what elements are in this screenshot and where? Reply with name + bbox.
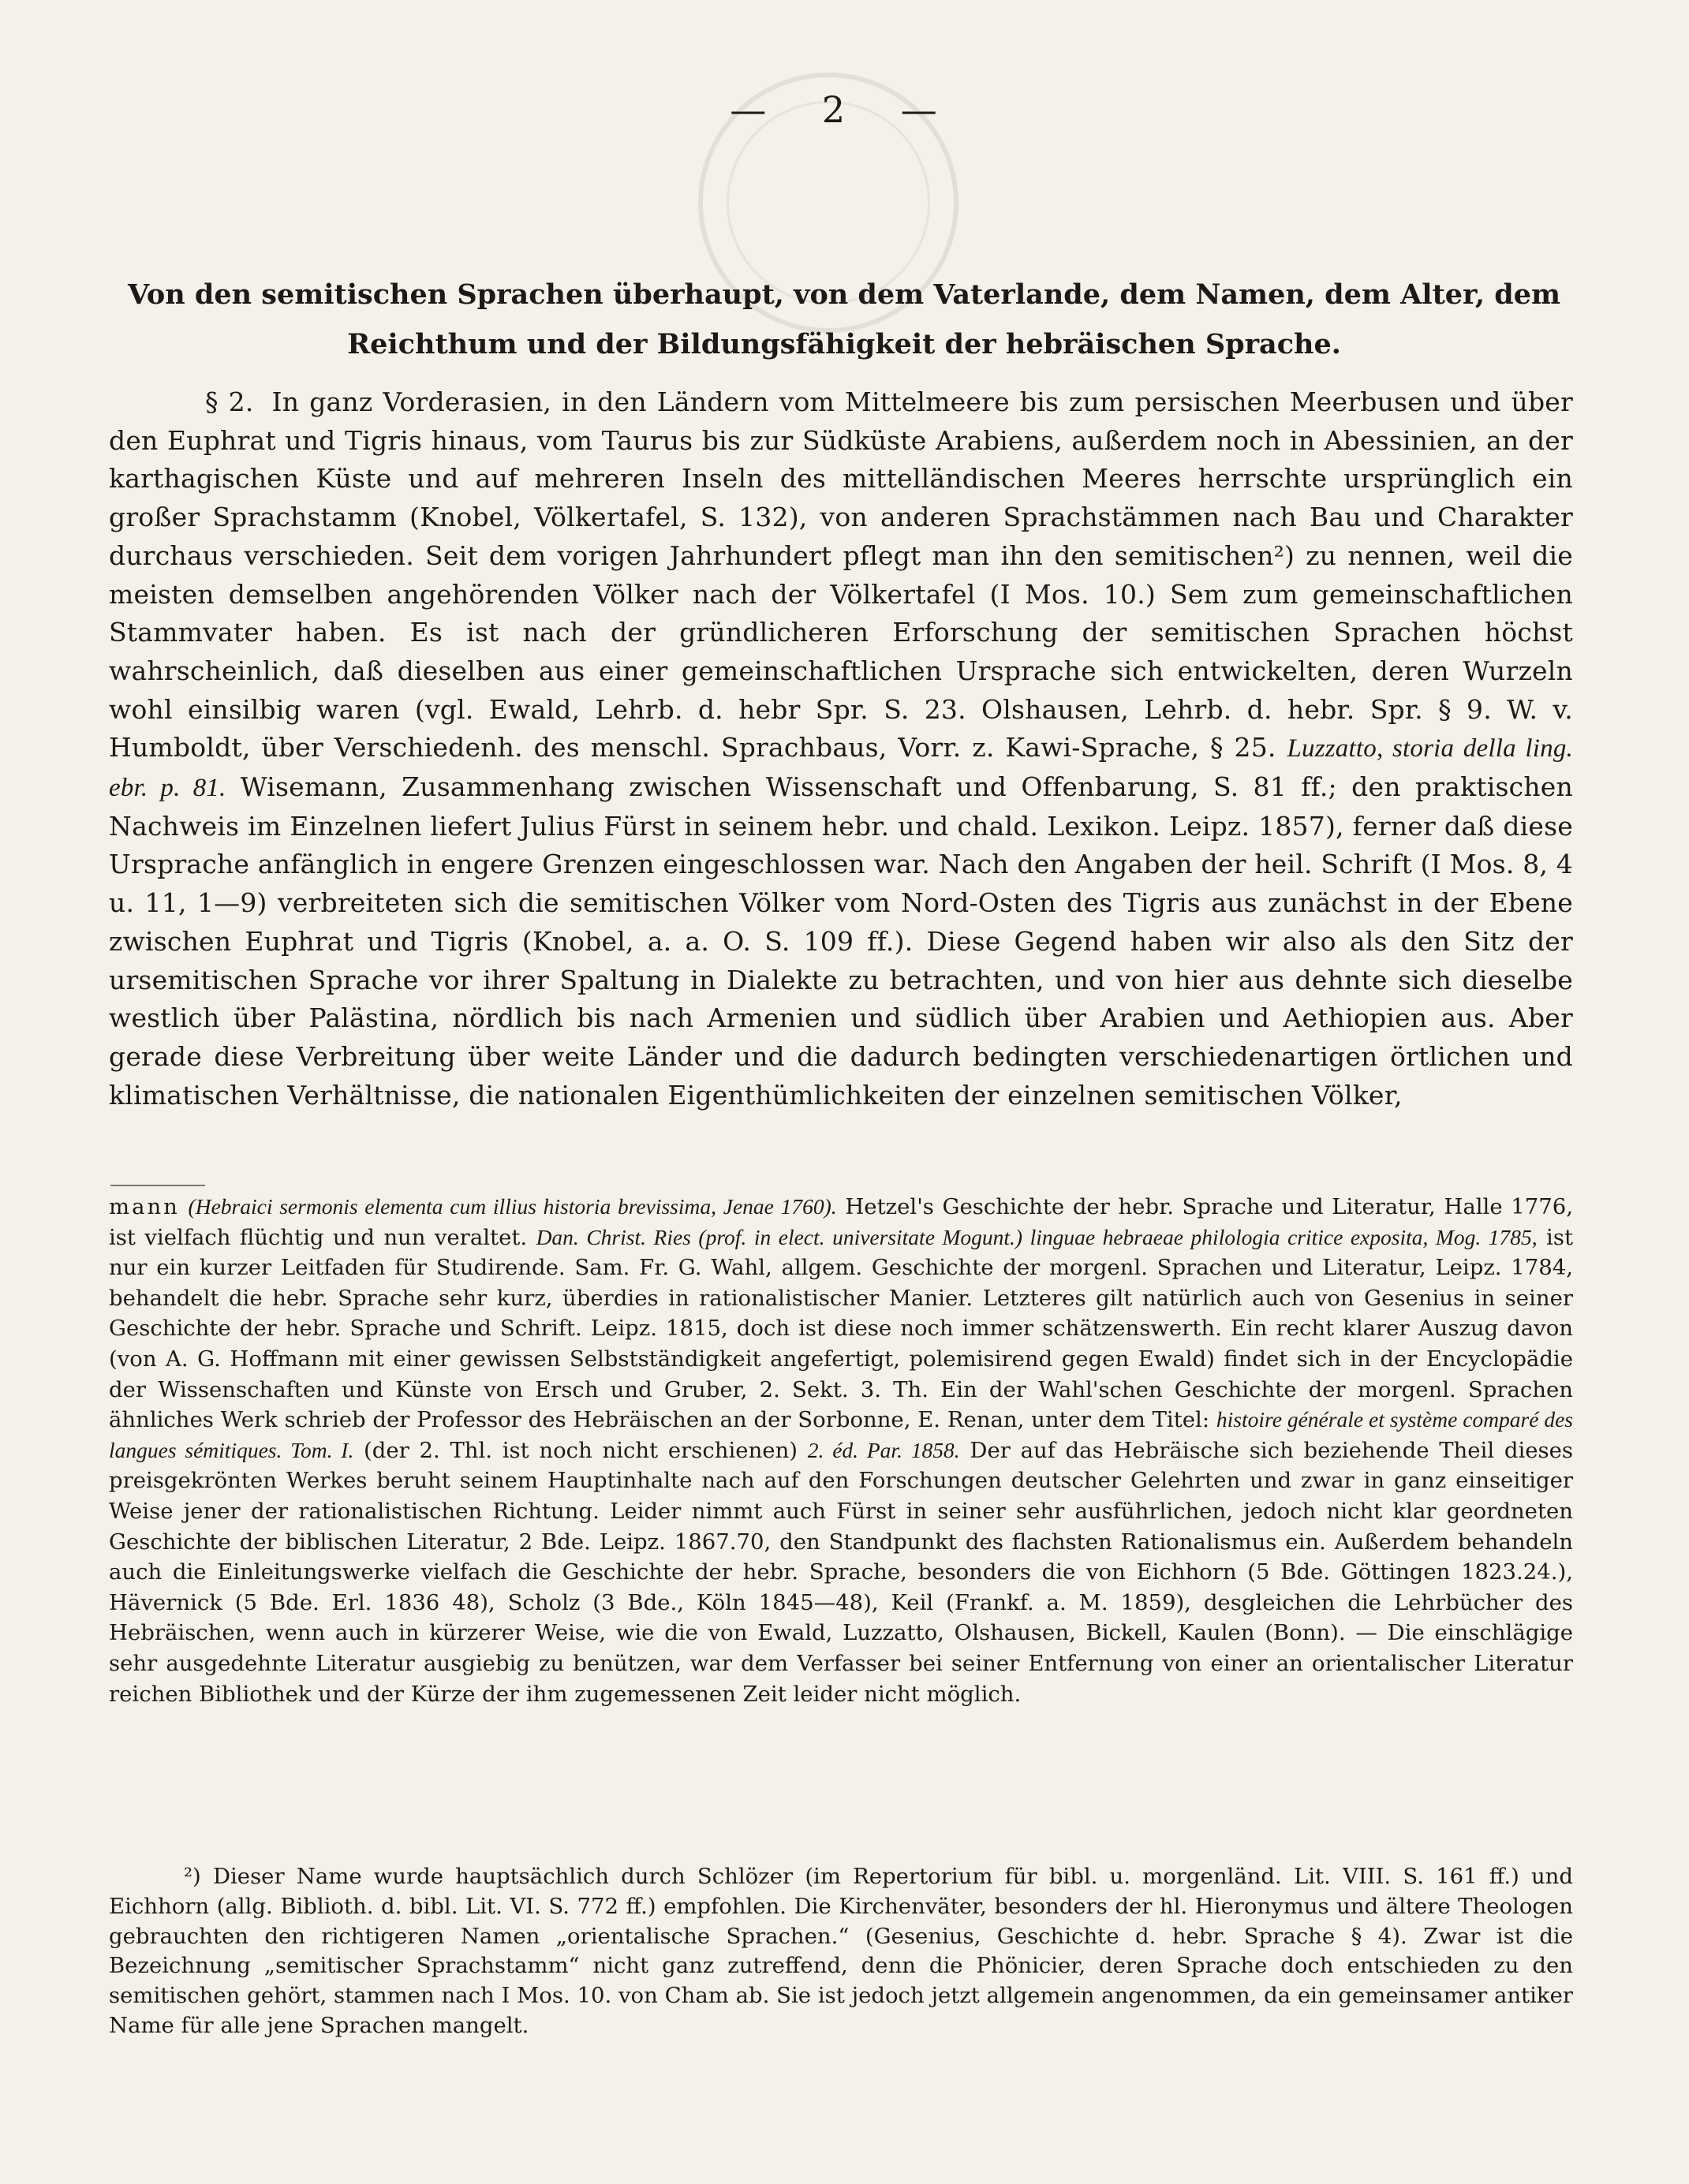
footnote-part-3: (der 2. Thl. ist noch nicht erschienen) [364, 1437, 798, 1463]
section-text: In ganz Vorderasien, in den Ländern vom Mittelmeere bis zum persischen Meerbusen und über den Euphrat und Tigris hinaus, vom Taurus bis zur Südküste Arabiens, außerdem noch in Abessinien, an der karthagischen Küste und auf mehreren Inseln des mittelländischen Meeres herrschte ursprünglich ein großer Sprachstamm (Knobel, Völkertafel, S. 132), von anderen Sprachstämmen nach Bau und Charakter durchaus verschieden. Seit dem vorigen Jahrhundert pflegt man ihn den semitischen²) zu nennen, weil die meisten demselben angehörenden Völker nach der Völkertafel (I Mos. 10.) Sem zum gemeinschaftlichen Stammvater haben. Es ist nach der gründlicheren Erforschung der semitischen Sprachen höchst wahrscheinlich, daß dieselben aus einer gemeinschaftlichen Ursprache sich entwickelten, deren Wurzeln wohl einsilbig waren (vgl. Ewald, Lehrb. d. hebr Spr. S. 23. Olshausen, Lehrb. d. hebr. Spr. § 9. W. v. Humboldt, über Verschiedenh. des menschl. Sprachbaus, Vorr. z. Kawi-Sprache, § 25. [109, 386, 1573, 763]
footnote-rule [110, 1185, 205, 1186]
footnote-latin-3: histoire générale et système comparé des langues sémitiques. Tom. I. [109, 1407, 1574, 1462]
footnote-continuation [109, 1192, 1573, 1709]
latin-reference: Luzzatto, storia della ling. ebr. p. 81. [109, 734, 1573, 803]
footnote-lead: mann [109, 1194, 180, 1219]
page-number: — 2 — [730, 88, 959, 131]
footnote-2-text: Dieser Name wurde hauptsächlich durch Schlözer (im Repertorium für bibl. u. morgenländ. Lit. VIII. S. 161 ff.) und Eichhorn (allg. Biblioth. d. bibl. Lit. VI. S. 772 ff.) empfohlen. Die Kirchenväter, besonders der hl. Hieronymus und ältere Theologen gebrauchten den richtigeren Namen „orientalische Sprachen.“ (Gesenius, Geschichte d. hebr. Sprache § 4). Zwar ist die Bezeichnung „semitischer Sprachstamm“ nicht ganz zutreffend, denn die Phönicier, deren Sprache doch entschieden zu den semitischen gehört, stammen nach I Mos. 10. von Cham ab. Sie ist jedoch jetzt allgemein angenommen, da ein gemeinsamer antiker Name für alle jene Sprachen mangelt. [109, 1864, 1574, 2038]
section-2-body [109, 383, 1573, 1114]
section-number: § 2. [205, 386, 254, 417]
footnote-2 [109, 1862, 1573, 2041]
footnote-part-2: ist nur ein kurzer Leitfaden für Studirende. Sam. Fr. G. Wahl, allgem. Geschichte der morgenl. Sprachen und Literatur, Leipz. 1784, behandelt die hebr. Sprache sehr kurz, überdies in rationalistischer Manier. Letzteres gilt natürlich auch von Gesenius in seiner Geschichte der hebr. Sprache und Schrift. Leipz. 1815, doch ist diese noch immer schätzenswerth. Ein recht klarer Auszug davon (von A. G. Hoffmann mit einer gewissen Selbstständigkeit angefertigt, polemisirend gegen Ewald) findet sich in der Encyclopädie der Wissenschaften und Künste von Ersch und Gruber, 2. Sekt. 3. Th. Ein der Wahl'schen Geschichte der morgenl. Sprachen ähnliches Werk schrieb der Professor des Hebräischen an der Sorbonne, E. Renan, unter dem Titel: [109, 1224, 1574, 1433]
footnote-latin-4: 2. éd. Par. 1858. [807, 1437, 960, 1462]
footnote-2-marker: ²) [184, 1864, 201, 1889]
footnote-latin-2: Dan. Christ. Ries (prof. in elect. universitate Mogunt.) linguae hebraeae philologia critice exposita, Mog. 1785, [536, 1224, 1538, 1249]
section-text-continued: Wisemann, Zusammenhang zwischen Wissenschaft und Offenbarung, S. 81 ff.; den praktischen Nachweis im Einzelnen liefert Julius Fürst in seinem hebr. und chald. Lexikon. Leipz. 1857), ferner daß diese Ursprache anfänglich in engere Grenzen eingeschlossen war. Nach den Angaben der heil. Schrift (I Mos. 8, 4 u. 11, 1—9) verbreiteten sich die semitischen Völker vom Nord-Osten des Tigris aus zunächst in der Ebene zwischen Euphrat und Tigris (Knobel, a. a. O. S. 109 ff.). Diese Gegend haben wir also als den Sitz der ursemitischen Sprache vor ihrer Spaltung in Dialekte zu betrachten, und von hier aus dehnte sich dieselbe westlich über Palästina, nördlich bis nach Armenien und südlich über Arabien und Aethiopien aus. Aber gerade diese Verbreitung über weite Länder und die dadurch bedingten verschiedenartigen örtlichen und klimatischen Verhältnisse, die nationalen Eigenthümlichkeiten der einzelnen semitischen Völker, [109, 771, 1573, 1111]
chapter-heading: Von den semitischen Sprachen überhaupt, von dem Vaterlande, dem Namen, dem Alter, dem Reichthum und der Bildungsfähigkeit der hebräischen Sprache. [127, 278, 1561, 360]
footnote-part-1: Hetzel's Geschichte der hebr. Sprache und Literatur, Halle 1776, ist vielfach flüchtig und nun veraltet. [109, 1194, 1573, 1250]
footnote-latin-1: (Hebraici sermonis elementa cum illius historia brevissima, Jenae 1760). [188, 1194, 837, 1219]
footnote-part-4: Der auf das Hebräische sich beziehende Theil dieses preisgekrönten Werkes beruht seinem Hauptinhalte nach auf den Forschungen deutscher Gelehrten und zwar in ganz einseitiger Weise jener der rationalistischen Richtung. Leider nimmt auch Fürst in seiner sehr ausführlichen, jedoch nicht klar geordneten Geschichte der biblischen Literatur, 2 Bde. Leipz. 1867.70, den Standpunkt des flachsten Rationalismus ein. Außerdem behandeln auch die Einleitungswerke vielfach die Geschichte der hebr. Sprache, besonders die von Eichhorn (5 Bde. Göttingen 1823.24.), Hävernick (5 Bde. Erl. 1836 48), Scholz (3 Bde., Köln 1845—48), Keil (Frankf. a. M. 1859), desgleichen die Lehrbücher des Hebräischen, wenn auch in kürzerer Weise, wie die von Ewald, Luzzatto, Olshausen, Bickell, Kaulen (Bonn). — Die einschlägige sehr ausgedehnte Literatur ausgiebig zu benützen, war dem Verfasser bei seiner Entfernung von einer an orientalischer Literatur reichen Bibliothek und der Kürze der ihm zugemessenen Zeit leider nicht möglich. [109, 1437, 1574, 1707]
